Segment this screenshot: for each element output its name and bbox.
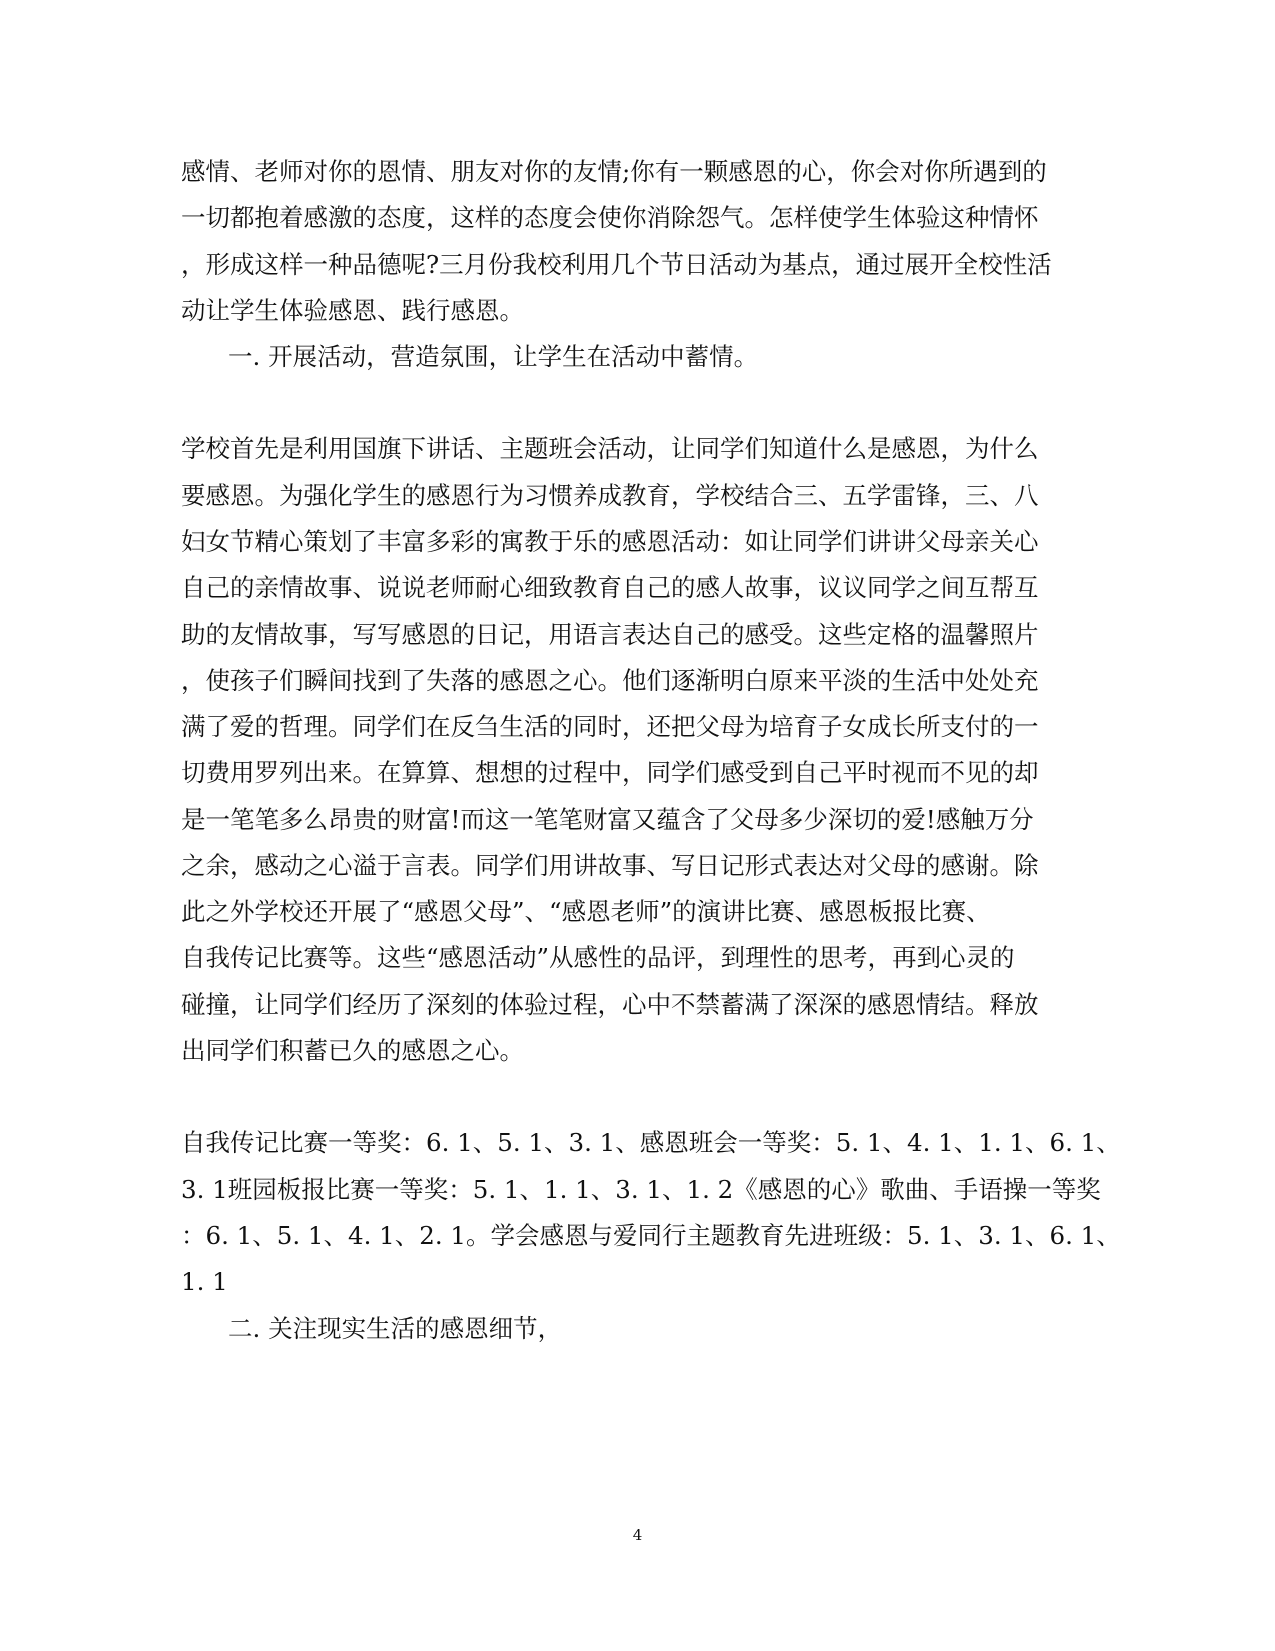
awards-line: 自我传记比赛一等奖：6. 1、5. 1、3. 1、感恩班会一等奖：5. 1、4. 1、1. 1、6. 1、: [181, 1128, 1121, 1157]
paragraph-line: 是一笔笔多么昂贵的财富!而这一笔笔财富又蕴含了父母多少深切的爱!感触万分: [181, 805, 1034, 834]
paragraph-line: ，使孩子们瞬间找到了失落的感恩之心。他们逐渐明白原来平淡的生活中处处充: [181, 666, 1039, 695]
paragraph-line: 切费用罗列出来。在算算、想想的过程中，同学们感受到自己平时视而不见的却: [181, 758, 1039, 787]
section-heading-1: 一. 开展活动，营造氛围，让学生在活动中蓄情。: [228, 342, 759, 371]
paragraph-line: 满了爱的哲理。同学们在反刍生活的同时，还把父母为培育子女成长所支付的一: [181, 712, 1039, 741]
paragraph-line: 妇女节精心策划了丰富多彩的寓教于乐的感恩活动：如让同学们讲讲父母亲关心: [181, 527, 1039, 556]
page-number: 4: [632, 1526, 643, 1544]
paragraph-line: 要感恩。为强化学生的感恩行为习惯养成教育，学校结合三、五学雷锋，三、八: [181, 481, 1039, 510]
paragraph-line: 学校首先是利用国旗下讲话、主题班会活动，让同学们知道什么是感恩，为什么: [181, 434, 1039, 463]
awards-line: 1. 1: [181, 1267, 228, 1296]
paragraph-line: 碰撞，让同学们经历了深刻的体验过程，心中不禁蓄满了深深的感恩情结。释放: [181, 990, 1039, 1019]
awards-line: ：6. 1、5. 1、4. 1、2. 1。学会感恩与爱同行主题教育先进班级：5. 1、3. 1、6. 1、: [181, 1221, 1121, 1250]
paragraph-line: 自我传记比赛等。这些“感恩活动”从感性的品评，到理性的思考，再到心灵的: [181, 943, 1015, 972]
paragraph-line: 一切都抱着感激的态度，这样的态度会使你消除怨气。怎样使学生体验这种情怀: [181, 203, 1039, 232]
paragraph-line: 此之外学校还开展了“感恩父母”、“感恩老师”的演讲比赛、感恩板报比赛、: [181, 897, 991, 926]
paragraph-line: 自己的亲情故事、说说老师耐心细致教育自己的感人故事，议议同学之间互帮互: [181, 573, 1039, 602]
paragraph-line: ，形成这样一种品德呢?三月份我校利用几个节日活动为基点，通过展开全校性活: [181, 250, 1052, 279]
section-heading-2: 二. 关注现实生活的感恩细节，: [228, 1314, 563, 1343]
paragraph-line: 助的友情故事，写写感恩的日记，用语言表达自己的感受。这些定格的温馨照片: [181, 620, 1039, 649]
paragraph-line: 之余，感动之心溢于言表。同学们用讲故事、写日记形式表达对父母的感谢。除: [181, 851, 1039, 880]
awards-line: 3. 1班园板报比赛一等奖：5. 1、1. 1、3. 1、1. 2《感恩的心》歌曲、手语操一等奖: [181, 1175, 1101, 1204]
paragraph-line: 出同学们积蓄已久的感恩之心。: [181, 1036, 524, 1065]
paragraph-line: 感情、老师对你的恩情、朋友对你的友情;你有一颗感恩的心，你会对你所遇到的: [181, 157, 1047, 186]
paragraph-line: 动让学生体验感恩、践行感恩。: [181, 296, 524, 325]
